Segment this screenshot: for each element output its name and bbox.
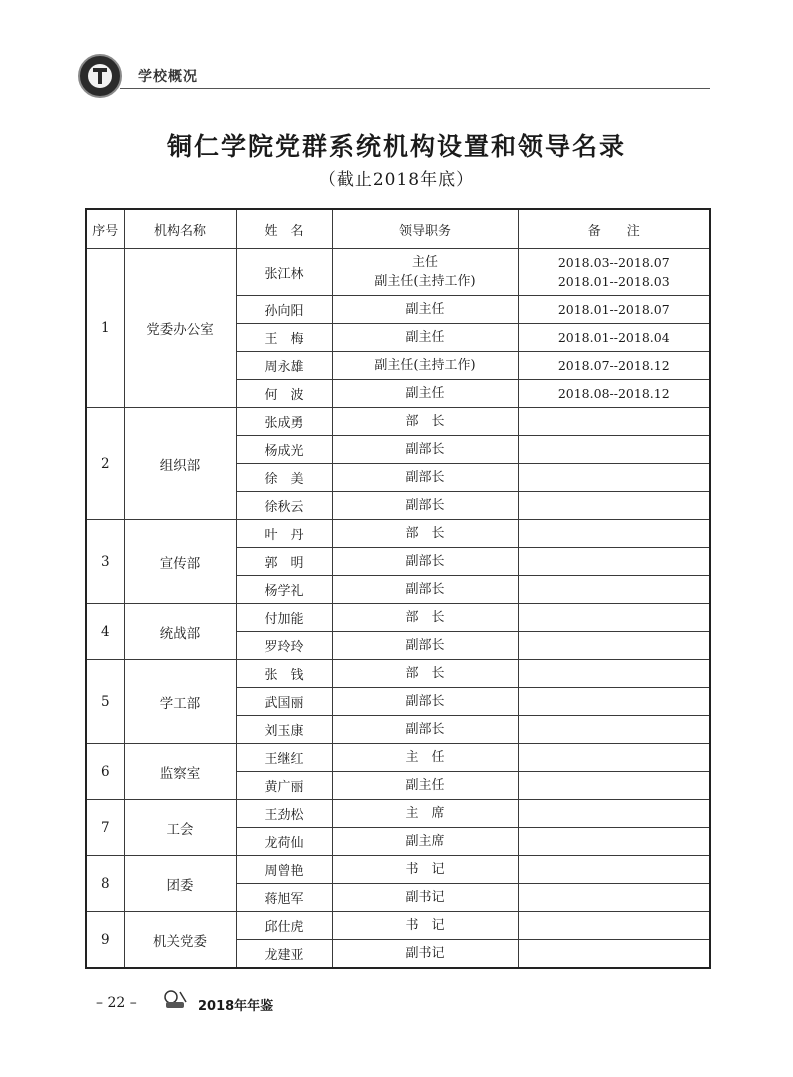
leader-name: 何 波 (236, 380, 332, 408)
leader-position (332, 324, 518, 352)
leader-position (332, 856, 518, 884)
row-index: 8 (86, 856, 124, 912)
leader-position (332, 548, 518, 576)
leader-position (332, 380, 518, 408)
leader-name: 杨成光 (236, 436, 332, 464)
department-name: 党委办公室 (124, 249, 236, 408)
row-index: 9 (86, 912, 124, 969)
department-name: 统战部 (124, 604, 236, 660)
position-line: 副主任 (405, 778, 445, 793)
position-line: 部 长 (405, 414, 445, 429)
column-header-index: 序号 (86, 209, 124, 249)
leader-name: 王继红 (236, 744, 332, 772)
position-line: 部 长 (405, 666, 445, 681)
remark-line: 2018.07--2018.12 (557, 358, 670, 373)
leader-position (332, 492, 518, 520)
department-name: 工会 (124, 800, 236, 856)
position-line: 副部长 (405, 722, 445, 737)
remark-cell (518, 464, 710, 492)
leader-position (332, 800, 518, 828)
leader-position (332, 576, 518, 604)
leader-position (332, 296, 518, 324)
remark-cell (518, 249, 710, 296)
leader-name: 周曾艳 (236, 856, 332, 884)
table-row (86, 912, 710, 940)
remark-line: 2018.01--2018.07 (557, 302, 670, 317)
leader-position (332, 716, 518, 744)
leader-position (332, 744, 518, 772)
leader-name: 杨学礼 (236, 576, 332, 604)
column-header-position: 领导职务 (332, 209, 518, 249)
remark-cell (518, 296, 710, 324)
remark-line: 2018.08--2018.12 (557, 386, 670, 401)
position-line: 书 记 (405, 918, 445, 933)
table-row (86, 408, 710, 436)
table-row (86, 660, 710, 688)
leader-name: 张江林 (236, 249, 332, 296)
mascot-icon (162, 988, 188, 1010)
leader-position (332, 940, 518, 969)
remark-cell (518, 716, 710, 744)
position-line: 副部长 (405, 470, 445, 485)
remark-cell (518, 520, 710, 548)
department-name: 监察室 (124, 744, 236, 800)
page-number: – 22 – (96, 995, 137, 1011)
position-line: 副主任 (405, 302, 445, 317)
row-index: 1 (86, 249, 124, 408)
leader-position (332, 464, 518, 492)
remark-cell (518, 912, 710, 940)
remark-cell (518, 856, 710, 884)
leader-position (332, 632, 518, 660)
yearbook-label: 2018年年鉴 (198, 999, 274, 1014)
leader-name: 张成勇 (236, 408, 332, 436)
position-line: 部 长 (405, 526, 445, 541)
position-line: 部 长 (405, 610, 445, 625)
leader-position (332, 436, 518, 464)
position-line: 副主任(主持工作) (374, 274, 476, 289)
table-row (86, 856, 710, 884)
remark-cell (518, 828, 710, 856)
remark-line: 2018.03--2018.07 (557, 255, 670, 270)
department-name: 团委 (124, 856, 236, 912)
position-line: 副书记 (405, 890, 445, 905)
leader-position (332, 249, 518, 296)
remark-cell (518, 940, 710, 969)
remark-cell (518, 660, 710, 688)
remark-cell (518, 632, 710, 660)
department-name: 学工部 (124, 660, 236, 744)
leader-name: 叶 丹 (236, 520, 332, 548)
leader-name: 黄广丽 (236, 772, 332, 800)
remark-cell (518, 744, 710, 772)
table-row (86, 604, 710, 632)
leader-position (332, 520, 518, 548)
position-line: 副主任 (405, 330, 445, 345)
leader-position (332, 688, 518, 716)
remark-cell (518, 352, 710, 380)
leader-position (332, 352, 518, 380)
leader-name: 付加能 (236, 604, 332, 632)
row-index: 3 (86, 520, 124, 604)
position-line: 副书记 (405, 946, 445, 961)
remark-cell (518, 884, 710, 912)
leader-name: 王劲松 (236, 800, 332, 828)
remark-cell (518, 324, 710, 352)
position-line: 副部长 (405, 442, 445, 457)
position-line: 主 席 (405, 806, 445, 821)
remark-line: 2018.01--2018.03 (557, 274, 670, 289)
header-divider (120, 88, 710, 89)
position-line: 副部长 (405, 498, 445, 513)
university-logo-icon (78, 54, 122, 98)
remark-cell (518, 772, 710, 800)
table-row (86, 744, 710, 772)
position-line: 主 任 (405, 750, 445, 765)
row-index: 7 (86, 800, 124, 856)
leader-position (332, 660, 518, 688)
row-index: 5 (86, 660, 124, 744)
column-header-dept: 机构名称 (124, 209, 236, 249)
position-line: 副主任(主持工作) (374, 358, 476, 373)
leader-name: 张 钱 (236, 660, 332, 688)
table-row (86, 800, 710, 828)
row-index: 2 (86, 408, 124, 520)
leader-name: 徐 美 (236, 464, 332, 492)
leader-name: 蒋旭军 (236, 884, 332, 912)
table-body (86, 249, 710, 969)
position-line: 副主任 (405, 386, 445, 401)
leader-name: 徐秋云 (236, 492, 332, 520)
remark-line: 2018.01--2018.04 (557, 330, 670, 345)
table-row (86, 520, 710, 548)
position-line: 副部长 (405, 582, 445, 597)
remark-cell (518, 576, 710, 604)
leader-position (332, 884, 518, 912)
leader-name: 刘玉康 (236, 716, 332, 744)
remark-cell (518, 548, 710, 576)
position-line: 书 记 (405, 862, 445, 877)
position-line: 副部长 (405, 638, 445, 653)
leader-name: 孙向阳 (236, 296, 332, 324)
leader-name: 武国丽 (236, 688, 332, 716)
leader-name: 郭 明 (236, 548, 332, 576)
table-header-row (86, 209, 710, 249)
remark-cell (518, 436, 710, 464)
section-title: 学校概况 (138, 69, 198, 85)
row-index: 4 (86, 604, 124, 660)
leadership-table (85, 208, 711, 969)
leader-name: 罗玲玲 (236, 632, 332, 660)
leader-position (332, 828, 518, 856)
table-row (86, 249, 710, 296)
leader-name: 龙建亚 (236, 940, 332, 969)
page-subtitle: （截止2018年底） (318, 170, 475, 190)
remark-cell (518, 688, 710, 716)
leader-position (332, 604, 518, 632)
leader-position (332, 912, 518, 940)
department-name: 组织部 (124, 408, 236, 520)
position-line: 副部长 (405, 554, 445, 569)
remark-cell (518, 492, 710, 520)
leader-name: 周永雄 (236, 352, 332, 380)
row-index: 6 (86, 744, 124, 800)
remark-cell (518, 380, 710, 408)
leader-name: 邱仕虎 (236, 912, 332, 940)
column-header-remark: 备 注 (518, 209, 710, 249)
position-line: 主任 (411, 255, 438, 270)
position-line: 副主席 (405, 834, 445, 849)
department-name: 机关党委 (124, 912, 236, 969)
leader-name: 王 梅 (236, 324, 332, 352)
remark-cell (518, 604, 710, 632)
leader-position (332, 408, 518, 436)
leader-position (332, 772, 518, 800)
department-name: 宣传部 (124, 520, 236, 604)
remark-cell (518, 408, 710, 436)
leader-name: 龙荷仙 (236, 828, 332, 856)
position-line: 副部长 (405, 694, 445, 709)
remark-cell (518, 800, 710, 828)
page-title: 铜仁学院党群系统机构设置和领导名录 (166, 132, 626, 161)
column-header-name: 姓 名 (236, 209, 332, 249)
